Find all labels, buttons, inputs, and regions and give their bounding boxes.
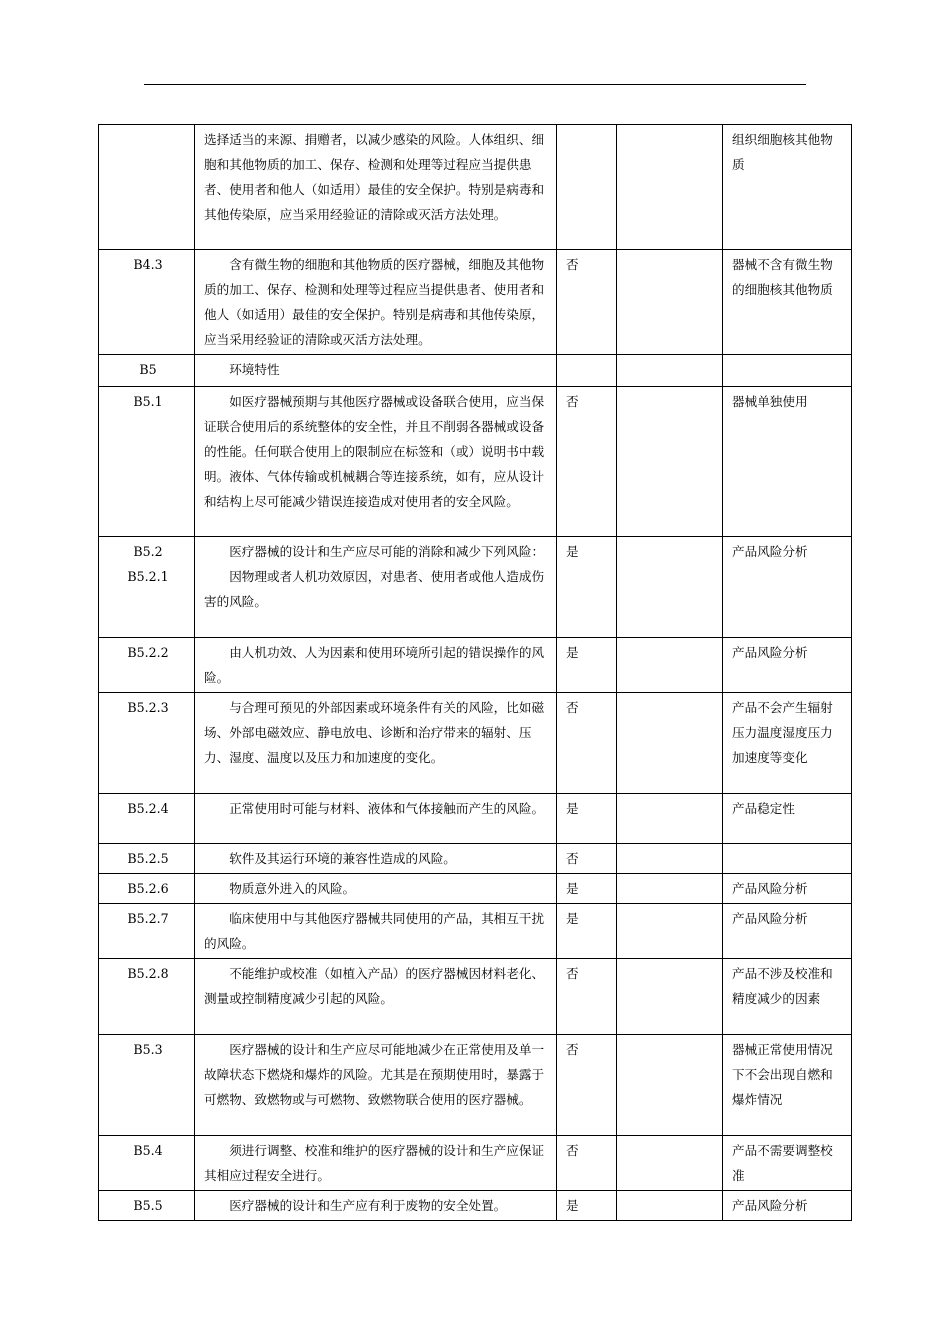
clause-number: B5.2.2: [127, 645, 169, 660]
method-cell: [617, 904, 723, 959]
requirement-text: 如医疗器械预期与其他医疗器械或设备联合使用，应当保证联合使用后的系统整体的安全性，并且不削弱各器械或设备的性能。任何联合使用上的限制应在标签和（或）说明书中载明。液体、气体传输或机械耦合等连接系统，如有，应从设计和结构上尽可能减少错误连接造成对使用者的安全风险。: [204, 394, 545, 509]
applicability-cell: [557, 125, 617, 250]
method-cell: [617, 1035, 723, 1136]
requirement-cell: [195, 355, 557, 387]
clause-number-cell: [99, 844, 195, 874]
clause-number-cell: [99, 1191, 195, 1221]
table-row: [99, 794, 852, 844]
evidence-cell: 组织细胞核其他物质: [723, 125, 852, 250]
clause-number: B5.2.1: [127, 569, 169, 584]
requirements-table: [98, 124, 852, 1221]
clause-number-cell: [99, 387, 195, 537]
clause-number: B5.2.8: [127, 966, 169, 981]
applicability-cell: 是: [557, 537, 617, 638]
requirement-cell: [195, 537, 557, 638]
requirement-cell: [195, 638, 557, 693]
requirement-text: 医疗器械的设计和生产应尽可能的消除和减少下列风险：: [229, 544, 545, 559]
clause-number-cell: [99, 355, 195, 387]
applicability-cell: 是: [557, 638, 617, 693]
evidence-cell: 产品风险分析: [723, 537, 852, 638]
clause-number: B5.2: [133, 544, 163, 559]
evidence-cell: 产品风险分析: [723, 1191, 852, 1221]
requirement-cell: [195, 387, 557, 537]
clause-number-cell: [99, 1035, 195, 1136]
requirement-cell: [195, 959, 557, 1035]
evidence-cell: [723, 844, 852, 874]
table-row: [99, 537, 852, 638]
evidence-cell: 器械不含有微生物的细胞核其他物质: [723, 250, 852, 355]
evidence-cell: 产品不涉及校准和精度减少的因素: [723, 959, 852, 1035]
clause-number: B5.2.6: [127, 881, 169, 896]
clause-number-cell: [99, 874, 195, 904]
clause-number-cell: [99, 638, 195, 693]
clause-number: B4.3: [133, 257, 163, 272]
requirement-cell: [195, 904, 557, 959]
evidence-cell: 器械单独使用: [723, 387, 852, 537]
clause-number-cell: [99, 959, 195, 1035]
method-cell: [617, 125, 723, 250]
clause-number-cell: [99, 693, 195, 794]
applicability-cell: 是: [557, 874, 617, 904]
method-cell: [617, 959, 723, 1035]
requirement-cell: [195, 794, 557, 844]
requirement-cell: [195, 125, 557, 250]
table-row: [99, 125, 852, 250]
clause-number: B5.5: [133, 1198, 163, 1213]
table-row: [99, 1136, 852, 1191]
requirement-cell: [195, 693, 557, 794]
clause-number: B5.2.4: [127, 801, 169, 816]
method-cell: [617, 537, 723, 638]
method-cell: [617, 355, 723, 387]
requirement-cell: [195, 844, 557, 874]
requirement-text: 含有微生物的细胞和其他物质的医疗器械，细胞及其他物质的加工、保存、检测和处理等过程应当提供患者、使用者和他人（如适用）最佳的安全保护。特别是病毒和其他传染原，应当采用经验证的清除或灭活方法处理。: [204, 257, 545, 347]
evidence-cell: [723, 355, 852, 387]
applicability-cell: 否: [557, 387, 617, 537]
applicability-cell: 是: [557, 794, 617, 844]
method-cell: [617, 1191, 723, 1221]
clause-number: B5.3: [133, 1042, 163, 1057]
clause-number-cell: [99, 794, 195, 844]
requirement-text: 与合理可预见的外部因素或环境条件有关的风险，比如磁场、外部电磁效应、静电放电、诊断和治疗带来的辐射、压力、湿度、温度以及压力和加速度的变化。: [204, 700, 545, 765]
requirement-text: 不能维护或校准（如植入产品）的医疗器械因材料老化、测量或控制精度减少引起的风险。: [204, 966, 545, 1006]
method-cell: [617, 874, 723, 904]
evidence-cell: 产品风险分析: [723, 874, 852, 904]
clause-number: B5.2.7: [127, 911, 169, 926]
evidence-cell: 产品风险分析: [723, 638, 852, 693]
applicability-cell: 否: [557, 844, 617, 874]
requirement-text: 物质意外进入的风险。: [229, 881, 356, 896]
table-row: [99, 874, 852, 904]
clause-number: B5.2.5: [127, 851, 169, 866]
applicability-cell: 否: [557, 250, 617, 355]
applicability-cell: 是: [557, 904, 617, 959]
table-row: [99, 959, 852, 1035]
clause-number: B5: [139, 362, 157, 377]
requirement-text: 环境特性: [229, 362, 280, 377]
requirement-text: 医疗器械的设计和生产应有利于废物的安全处置。: [229, 1198, 507, 1213]
evidence-cell: 产品风险分析: [723, 904, 852, 959]
applicability-cell: 否: [557, 693, 617, 794]
clause-number: B5.1: [133, 394, 163, 409]
method-cell: [617, 250, 723, 355]
requirement-text: 软件及其运行环境的兼容性造成的风险。: [229, 851, 456, 866]
clause-number-cell: [99, 537, 195, 638]
applicability-cell: 否: [557, 1136, 617, 1191]
requirement-text: 临床使用中与其他医疗器械共同使用的产品，其相互干扰的风险。: [204, 911, 545, 951]
evidence-cell: 器械正常使用情况下不会出现自燃和爆炸情况: [723, 1035, 852, 1136]
method-cell: [617, 794, 723, 844]
requirement-text: 正常使用时可能与材料、液体和气体接触而产生的风险。: [229, 801, 545, 816]
method-cell: [617, 844, 723, 874]
requirement-cell: [195, 1136, 557, 1191]
requirement-text: 因物理或者人机功效原因，对患者、使用者或他人造成伤害的风险。: [204, 569, 545, 609]
requirement-cell: [195, 874, 557, 904]
table-row: [99, 693, 852, 794]
table-row: [99, 387, 852, 537]
clause-number-cell: [99, 250, 195, 355]
clause-number-cell: [99, 1136, 195, 1191]
requirement-text: 选择适当的来源、捐赠者，以减少感染的风险。人体组织、细胞和其他物质的加工、保存、检测和处理等过程应当提供患者、使用者和他人（如适用）最佳的安全保护。特别是病毒和其他传染原，应当采用经验证的清除或灭活方法处理。: [204, 132, 545, 222]
requirement-text: 由人机功效、人为因素和使用环境所引起的错误操作的风险。: [204, 645, 545, 685]
table-row: [99, 1191, 852, 1221]
clause-number-cell: [99, 904, 195, 959]
table-row: [99, 844, 852, 874]
applicability-cell: 是: [557, 1191, 617, 1221]
applicability-cell: 否: [557, 959, 617, 1035]
table-row: [99, 250, 852, 355]
header-rule: [144, 84, 806, 85]
evidence-cell: 产品稳定性: [723, 794, 852, 844]
requirement-cell: [195, 1035, 557, 1136]
method-cell: [617, 387, 723, 537]
requirement-text: 医疗器械的设计和生产应尽可能地减少在正常使用及单一故障状态下燃烧和爆炸的风险。尤其是在预期使用时，暴露于可燃物、致燃物或与可燃物、致燃物联合使用的医疗器械。: [204, 1042, 545, 1107]
requirement-cell: [195, 1191, 557, 1221]
table-row: [99, 638, 852, 693]
table-row: [99, 355, 852, 387]
clause-number: B5.2.3: [127, 700, 169, 715]
table-row: [99, 1035, 852, 1136]
applicability-cell: [557, 355, 617, 387]
method-cell: [617, 693, 723, 794]
clause-number-cell: [99, 125, 195, 250]
evidence-cell: 产品不会产生辐射压力温度湿度压力加速度等变化: [723, 693, 852, 794]
clause-number: B5.4: [133, 1143, 163, 1158]
evidence-cell: 产品不需要调整校准: [723, 1136, 852, 1191]
method-cell: [617, 638, 723, 693]
requirement-text: 须进行调整、校准和维护的医疗器械的设计和生产应保证其相应过程安全进行。: [204, 1143, 545, 1183]
method-cell: [617, 1136, 723, 1191]
table-row: [99, 904, 852, 959]
applicability-cell: 否: [557, 1035, 617, 1136]
requirement-cell: [195, 250, 557, 355]
requirements-table-body: [99, 125, 852, 1221]
